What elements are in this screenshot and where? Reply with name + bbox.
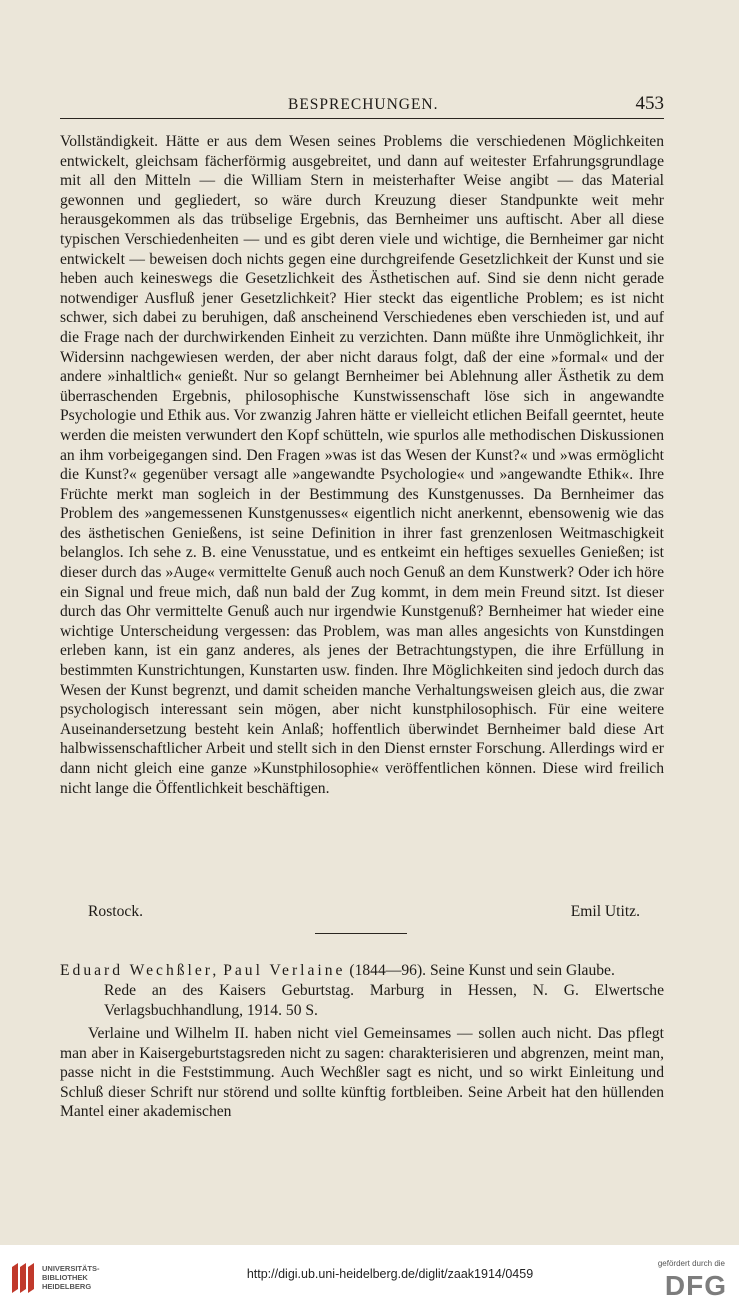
source-url-link[interactable]: http://digi.ub.uni-heidelberg.de/diglit/zaak1914/0459 — [246, 1267, 534, 1281]
review-subject: Paul Verlaine — [223, 962, 346, 979]
review-text: Verlaine und Wilhelm II. haben nicht viel Gemeinsames — sollen auch nicht. Das pflegt man aber in Kaisergeburtstagsreden nicht zu sagen: charakterisieren und abgrenzen, meint man, passe nicht in die Feststimmung. Auch Wechßler sagt es nicht, und so wirkt Einleitung und Schluß dieser Schrift nur störend und sollte künftig fortbleiben. Seine Arbeit hat den hüllenden Mantel einer akademischen — [60, 1025, 664, 1121]
review-continuation-text — [60, 132, 664, 798]
dfg-logo: DFG — [664, 1270, 727, 1301]
review-citation — [60, 961, 664, 1020]
page-number: 453 — [635, 93, 664, 114]
review-author: Eduard Wechßler, — [60, 962, 220, 979]
signature-author: Emil Utitz. — [570, 903, 640, 920]
body-paragraph: Vollständigkeit. Hätte er aus dem Wesen seines Problems die verschiedenen Möglichkeiten entwickelt, gleichsam fächerförmig ausgebreitet, und dann auf weitester Erfahrungsgrundlage mit all den Mitteln — die William Stern in meisterhafter Weise angibt — das Material gewonnen und gegliedert, so wäre durch Kreuzung dieser Standpunkte weit mehr herausgekommen als das trübselige Ergebnis, das Bernheimer uns auftischt. Aber all diese typischen Verschiedenheiten — und es gibt deren viele und wichtige, die Bernheimer gar nicht entwickelt — beweisen doch nichts gegen eine durchgreifende Gesetzlichkeit der Kunst und sie heben auch keineswegs die Gesetzlichkeit des Ästhetischen auf. Sind sie denn nicht gerade notwendiger Ausfluß jener Gesetzlichkeit? Hier steckt das eigentliche Problem; es ist nicht schwer, sich dabei zu beruhigen, daß anscheinend Verschiedenes eben verschieden ist, und auf die Frage nach der durchwirkenden Einheit zu verzichten. Dann müßte ihre Unmöglichkeit, ihr Widersinn nachgewiesen werden, der aber nicht daraus folgt, daß der eine »formal« und der andere »inhaltlich« genießt. Nur so gelangt Bernheimer bei Ablehnung aller Ästhetik zu dem überraschenden Ergebnis, philosophische Kunstwissenschaft löse sich in angewandte Psychologie und Ethik aus. Vor zwanzig Jahren hätte er vielleicht etlichen Beifall geerntet, heute werden die meisten verwundert den Kopf schütteln, wie spurlos alle methodischen Diskussionen an ihm vorbeigegangen sind. Den Fragen »was ist das Wesen der Kunst?« und »was ermöglicht die Kunst?« gegenüber versagt alle »angewandte Psychologie« und »angewandte Ethik«. Ihre Früchte merkt man sogleich in der Bestimmung des Kunstgenusses. Da Bernheimer das Problem des »angemessenen Kunstgenusses« eigentlich nicht anerkennt, ebensowenig wie das des ästhetischen Genießens, ist seine Definition in ihrer fast grenzenlosen Weitmaschigkeit belanglos. Ich sehe z. B. eine Venusstatue, und es entkeimt ein heftiges sexuelles Genießen; ist dieser durch das »Auge« vermittelte Genuß auch noch Genuß an dem Kunstwerk? Oder ich höre ein Signal und freue mich, daß nun bald der Zug kommt, in dem mein Freund sitzt. Ist dieser durch das Ohr vermittelte Genuß auch nur irgendwie Kunstgenuß? Bernheimer hat wieder eine wichtige Unterscheidung vergessen: das Problem, was man alles angesichts von Kunstdingen erleben kann, ist ein ganz anderes, als jenes der Betrachtungstypen, die ihre Erfüllung in bestimmten Kunstrichtungen, Kunstarten usw. finden. Ihre Möglichkeiten sind jedoch durch das Wesen der Kunst begrenzt, und damit scheiden manche Verhaltungsweisen gleich aus, die zwar psychologisch interessant sein mögen, aber nicht kunstphilosophisch. Für eine weitere Auseinandersetzung besteht kein Anlaß; hoffentlich überwindet Bernheimer bald diese Art halbwissenschaftlicher Arbeit und stellt sich in den Dienst ernster Forschung. Allerdings wird er dann nicht gleich eine ganze »Kunstphilosophie« veröffentlichen können. Diese wird freilich nicht lange die Öffentlichkeit beschäftigen. — [60, 133, 664, 797]
review-title: (1844—96). Seine Kunst und sein Glaube. — [345, 962, 615, 979]
header-title: BESPRECHUNGEN. — [288, 96, 439, 113]
funding-note: gefördert durch die — [657, 1259, 725, 1268]
signature-place: Rostock. — [88, 903, 144, 920]
review-publication-info: Rede an des Kaisers Geburtstag. Marburg in Hessen, N. G. Elwertsche Verlagsbuchhandlung, 1914. 50 S. — [104, 981, 664, 1019]
university-library-logo-icon — [8, 1259, 38, 1297]
library-name-line: HEIDELBERG — [42, 1282, 92, 1291]
section-divider — [315, 933, 407, 934]
signature-line — [88, 903, 640, 923]
header-rule — [60, 118, 664, 119]
digitization-footer — [0, 1245, 739, 1310]
library-name — [42, 1264, 100, 1291]
library-name-line: BIBLIOTHEK — [42, 1273, 88, 1282]
running-header — [60, 93, 664, 120]
library-name-line: UNIVERSITÄTS- — [42, 1264, 100, 1273]
